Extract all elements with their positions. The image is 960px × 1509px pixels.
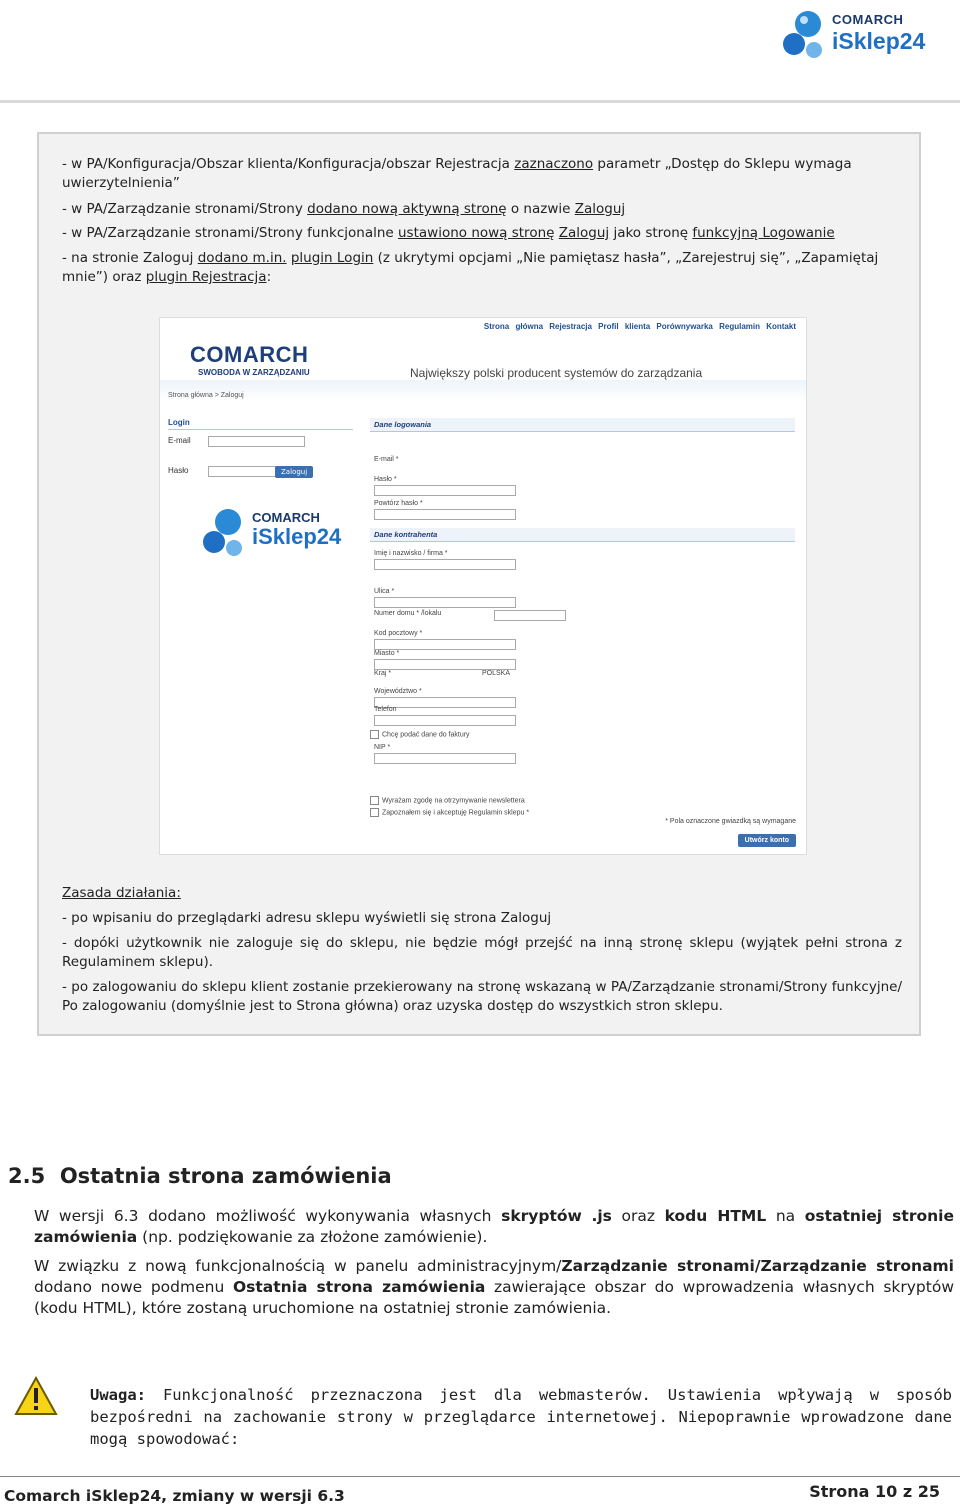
zasada-item: - po wpisaniu do przeglądarki adresu sklepu wyświetli się strona Zaloguj: [62, 910, 552, 926]
login-panel: [168, 418, 353, 480]
underlined-text: funkcyjną Logowanie: [692, 225, 835, 241]
screenshot-breadcrumb[interactable]: Strona główna > Zaloguj: [168, 392, 244, 399]
header-divider: [0, 100, 960, 103]
footer-title: Comarch iSklep24, zmiany w wersji 6.3: [4, 1487, 345, 1505]
info-line: [62, 249, 902, 287]
screenshot-nav[interactable]: Strona główna Rejestracja Profil klienta Porównywarka Regulamin Kontakt: [483, 322, 796, 331]
zasada-title: Zasada działania:: [62, 885, 181, 901]
underlined-text: Zaloguj: [574, 201, 626, 217]
form-row[interactable]: Ulica *: [374, 588, 516, 608]
underlined-text: plugin Rejestracja: [145, 269, 267, 285]
warning-body: Funkcjonalność przeznaczona jest dla webmasterów. Ustawienia wpływają w sposób bezpośredni na zachowanie strony w przeglądarce internetowej. Niepoprawnie wprowadzone dane mogą spowodować:: [90, 1386, 952, 1448]
screenshot-logo-subtitle: SWOBODA W ZARZĄDZANIU: [198, 368, 310, 377]
text-run: - w PA/Zarządzanie stronami/Strony: [62, 201, 308, 217]
form-row[interactable]: Kod pocztowy *: [374, 630, 516, 650]
text-run: dodano nowe podmenu: [34, 1278, 233, 1296]
registration-form: [370, 418, 795, 817]
text-run: W wersji 6.3 dodano możliwość wykonywania własnych: [34, 1207, 502, 1225]
text-run: o nazwie: [506, 201, 575, 217]
bold-text: .js: [591, 1207, 612, 1225]
info-line: [62, 200, 902, 219]
header-logo: [780, 6, 930, 66]
required-note: * Pola oznaczone gwiazdką są wymagane: [665, 818, 796, 825]
screenshot-band: [160, 380, 806, 402]
footer-divider: [0, 1476, 960, 1477]
logo-bubbles-icon: [780, 6, 830, 66]
underlined-text: dodano m.in.: [197, 250, 287, 266]
text-run: zawierające obszar do wprowadzenia własnych skryptów (kodu HTML), które zostaną uruchomione na ostatniej stronie zamówienia.: [34, 1278, 954, 1317]
text-run: jako stronę: [609, 225, 693, 241]
warning-label: Uwaga:: [90, 1386, 146, 1404]
login-email-label: E-mail: [168, 436, 191, 445]
logo-product: iSklep24: [832, 28, 926, 54]
text-run: na: [766, 1207, 805, 1225]
info-line: [62, 224, 902, 243]
form-row[interactable]: Miasto *: [374, 650, 516, 670]
isklep-logo: [200, 504, 350, 559]
login-email-row: [168, 436, 353, 450]
form-row[interactable]: Kraj * POLSKA: [374, 670, 511, 677]
create-account-button[interactable]: Utwórz konto: [738, 834, 796, 847]
section-title: Ostatnia strona zamówienia: [59, 1164, 392, 1188]
bold-text: kodu HTML: [664, 1207, 767, 1225]
login-button[interactable]: Zaloguj: [275, 466, 313, 478]
section-number: 2.5: [8, 1164, 46, 1188]
text-run: oraz: [611, 1207, 665, 1225]
invoice-checkbox[interactable]: Chcę podać dane do faktury: [370, 730, 470, 739]
logo-bubbles-icon: [200, 504, 248, 559]
login-password-label: Hasło: [168, 466, 189, 475]
section-contractor-data: Dane kontrahenta: [370, 528, 795, 542]
text-run: parametr „Dostęp do Sklepu wymaga uwierzytelnienia”: [62, 156, 852, 191]
page-number: Strona 10 z 25: [809, 1482, 940, 1501]
underlined-text: Zaloguj: [558, 225, 610, 241]
text-run: :: [266, 269, 272, 285]
store-screenshot: [159, 317, 807, 855]
underlined-text: plugin Login: [290, 250, 374, 266]
text-run: (z ukrytymi opcjami „Nie pamiętasz hasła”, „Zarejestruj się”, „Zapamiętaj mnie”) oraz: [62, 250, 879, 285]
zasada-item: - po zalogowaniu do sklepu klient zostanie przekierowany na stronę wskazaną w PA/Zarządzanie stronami/Strony funkcyjne/ Po zalogowaniu (domyślnie jest to Strona główna) oraz uzyska dostęp do wszystkich stron sklepu.: [62, 979, 902, 1014]
section-paragraph: [34, 1206, 954, 1248]
form-row[interactable]: E-mail *: [374, 456, 399, 463]
warning-text: [90, 1384, 952, 1450]
text-run: W związku z nową funkcjonalnością w panelu administracyjnym/: [34, 1257, 562, 1275]
bold-text: ostatniej stronie zamówienia: [34, 1207, 954, 1246]
bold-text: skryptów: [501, 1207, 582, 1225]
text-run: - w PA/Zarządzanie stronami/Strony funkcjonalne: [62, 225, 398, 241]
screenshot-logo: COMARCH: [190, 342, 309, 367]
form-row[interactable]: NIP *: [374, 744, 516, 764]
underlined-text: zaznaczono: [514, 156, 594, 172]
underlined-text: ustawiono nową stronę: [398, 225, 555, 241]
terms-checkbox[interactable]: Zapoznałem się i akceptuję Regulamin sklepu *: [370, 808, 529, 817]
login-password-row: [168, 466, 353, 480]
login-email-input[interactable]: [208, 436, 305, 447]
form-row[interactable]: Powtórz hasło *: [374, 500, 516, 520]
warning-icon: [14, 1376, 58, 1416]
text-run: - w PA/Konfiguracja/Obszar klienta/Konfiguracja/obszar Rejestracja: [62, 156, 515, 172]
form-row[interactable]: Numer domu * /lokalu: [374, 610, 441, 617]
bold-text: Zarządzanie stronami/Zarządzanie stronami: [561, 1257, 954, 1275]
screenshot-tagline: Największy polski producent systemów do zarządzania: [410, 366, 703, 380]
underlined-text: dodano nową aktywną stronę: [307, 201, 507, 217]
isklep-logo-product: iSklep24: [252, 524, 342, 549]
section-heading: [8, 1164, 392, 1188]
logo-company: COMARCH: [832, 12, 904, 27]
text-run: - na stronie Zaloguj: [62, 250, 198, 266]
section-login-data: Dane logowania: [370, 418, 795, 432]
info-line: [62, 155, 902, 193]
form-row[interactable]: Imię i nazwisko / firma *: [374, 550, 516, 570]
info-box: [37, 132, 921, 1036]
section-paragraph: [34, 1256, 954, 1319]
form-row[interactable]: Województwo *: [374, 688, 516, 708]
form-row[interactable]: Telefon: [374, 706, 516, 726]
login-title: Login: [168, 418, 353, 430]
newsletter-checkbox[interactable]: Wyrażam zgodę na otrzymywanie newslettera: [370, 796, 525, 805]
bold-text: Ostatnia strona zamówienia: [232, 1278, 486, 1296]
text-run: (np. podziękowanie za złożone zamówienie).: [137, 1228, 488, 1246]
isklep-logo-company: COMARCH: [252, 510, 320, 525]
zasada-item: - dopóki użytkownik nie zaloguje się do sklepu, nie będzie mógł przejść na inną stronę sklepu (wyjątek pełni strona z Regulaminem sklepu).: [62, 935, 902, 970]
form-row[interactable]: Hasło *: [374, 476, 516, 496]
